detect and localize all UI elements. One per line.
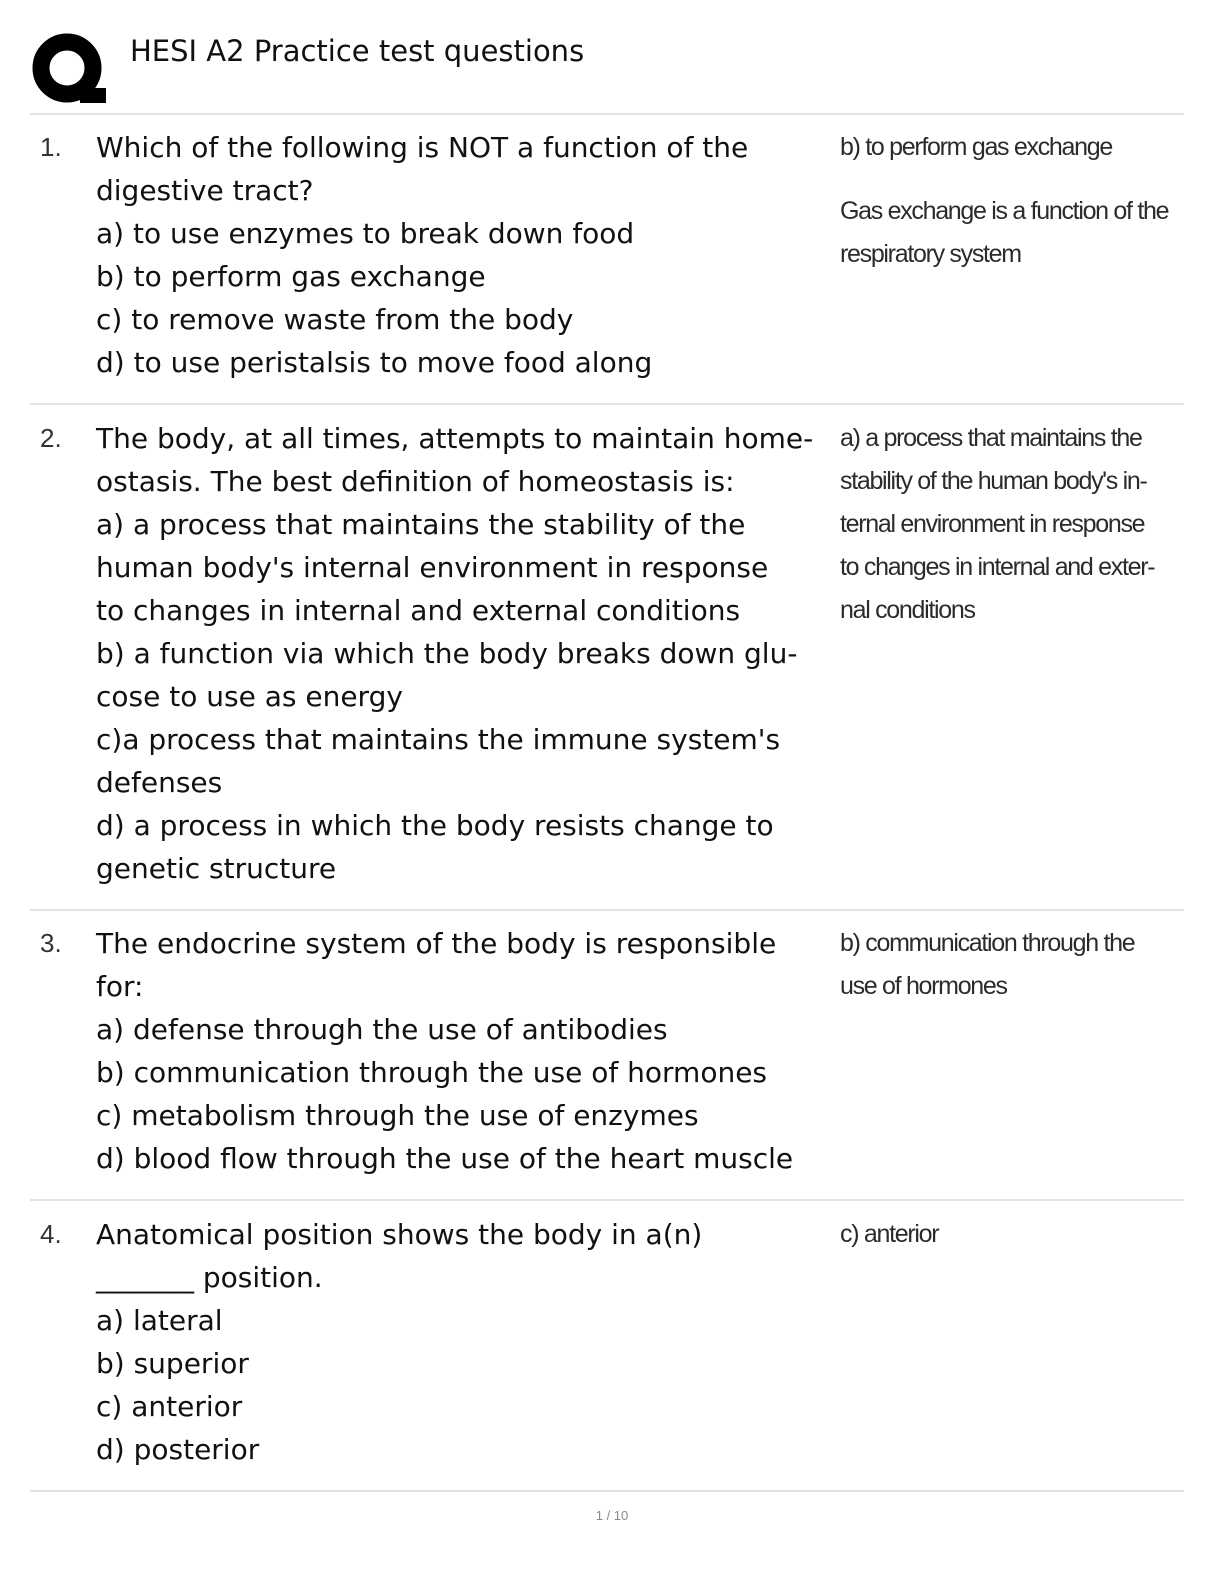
question-text: [96, 126, 840, 384]
question-line: The endocrine system of the body is responsible: [96, 927, 777, 960]
question-line: _______ position.: [96, 1261, 323, 1294]
answer-text: [840, 1213, 1180, 1256]
question-line: ostasis. The best definition of homeostasis is:: [96, 465, 735, 498]
answer-text: [840, 126, 1180, 276]
explanation-line: Gas exchange is a function of the: [840, 197, 1169, 225]
divider: [30, 1490, 1184, 1492]
option-b: b) superior: [96, 1347, 249, 1380]
option-c: c) anterior: [96, 1390, 243, 1423]
answer-line: to changes in internal and exter-: [840, 553, 1155, 581]
question-line: Anatomical position shows the body in a(n): [96, 1218, 703, 1251]
quizlet-logo-icon: [30, 32, 106, 108]
option-b-cont: cose to use as energy: [96, 680, 403, 713]
question-line: Which of the following is NOT a function of the: [96, 131, 749, 164]
answer-line: ternal environment in response: [840, 510, 1145, 538]
option-b: b) to perform gas exchange: [96, 260, 486, 293]
answer-line: c) anterior: [840, 1220, 939, 1248]
option-d: d) to use peristalsis to move food along: [96, 346, 653, 379]
option-d: d) a process in which the body resists change to: [96, 809, 774, 842]
document-title: HESI A2 Practice test questions: [130, 34, 585, 68]
option-b: b) a function via which the body breaks down glu-: [96, 637, 798, 670]
answer-line: b) communication through the: [840, 929, 1135, 957]
question-number: 3.: [40, 928, 62, 958]
question-text: [96, 417, 840, 890]
answer-line: nal conditions: [840, 596, 975, 624]
answer-spacer: [840, 169, 1180, 190]
question-number: 1.: [40, 132, 62, 162]
question-line: digestive tract?: [96, 174, 314, 207]
option-b: b) communication through the use of hormones: [96, 1056, 768, 1089]
option-c: c) metabolism through the use of enzymes: [96, 1099, 699, 1132]
option-d: d) posterior: [96, 1433, 260, 1466]
option-d-cont: genetic structure: [96, 852, 337, 885]
option-a-cont: human body's internal environment in response: [96, 551, 769, 584]
answer-line: a) a process that maintains the: [840, 424, 1142, 452]
divider: [30, 403, 1184, 405]
answer-line: use of hormones: [840, 972, 1007, 1000]
answer-text: [840, 922, 1180, 1008]
divider: [30, 1199, 1184, 1201]
question-line: The body, at all times, attempts to maintain home-: [96, 422, 814, 455]
divider: [30, 113, 1184, 115]
option-a: a) defense through the use of antibodies: [96, 1013, 668, 1046]
option-a: a) lateral: [96, 1304, 223, 1337]
option-a: a) to use enzymes to break down food: [96, 217, 635, 250]
answer-text: [840, 417, 1180, 632]
answer-line: stability of the human body's in-: [840, 467, 1147, 495]
question-number: 4.: [40, 1219, 62, 1249]
question-number: 2.: [40, 423, 62, 453]
option-c: c) to remove waste from the body: [96, 303, 574, 336]
question-line: for:: [96, 970, 144, 1003]
page-number: 1 / 10: [595, 1508, 629, 1523]
divider: [30, 909, 1184, 911]
option-c: c)a process that maintains the immune system's: [96, 723, 781, 756]
option-a: a) a process that maintains the stability of the: [96, 508, 746, 541]
answer-line: b) to perform gas exchange: [840, 133, 1112, 161]
option-a-cont: to changes in internal and external conditions: [96, 594, 741, 627]
question-text: [96, 1213, 840, 1471]
explanation-line: respiratory system: [840, 240, 1021, 268]
question-text: [96, 922, 840, 1180]
option-c-cont: defenses: [96, 766, 223, 799]
option-d: d) blood flow through the use of the heart muscle: [96, 1142, 794, 1175]
